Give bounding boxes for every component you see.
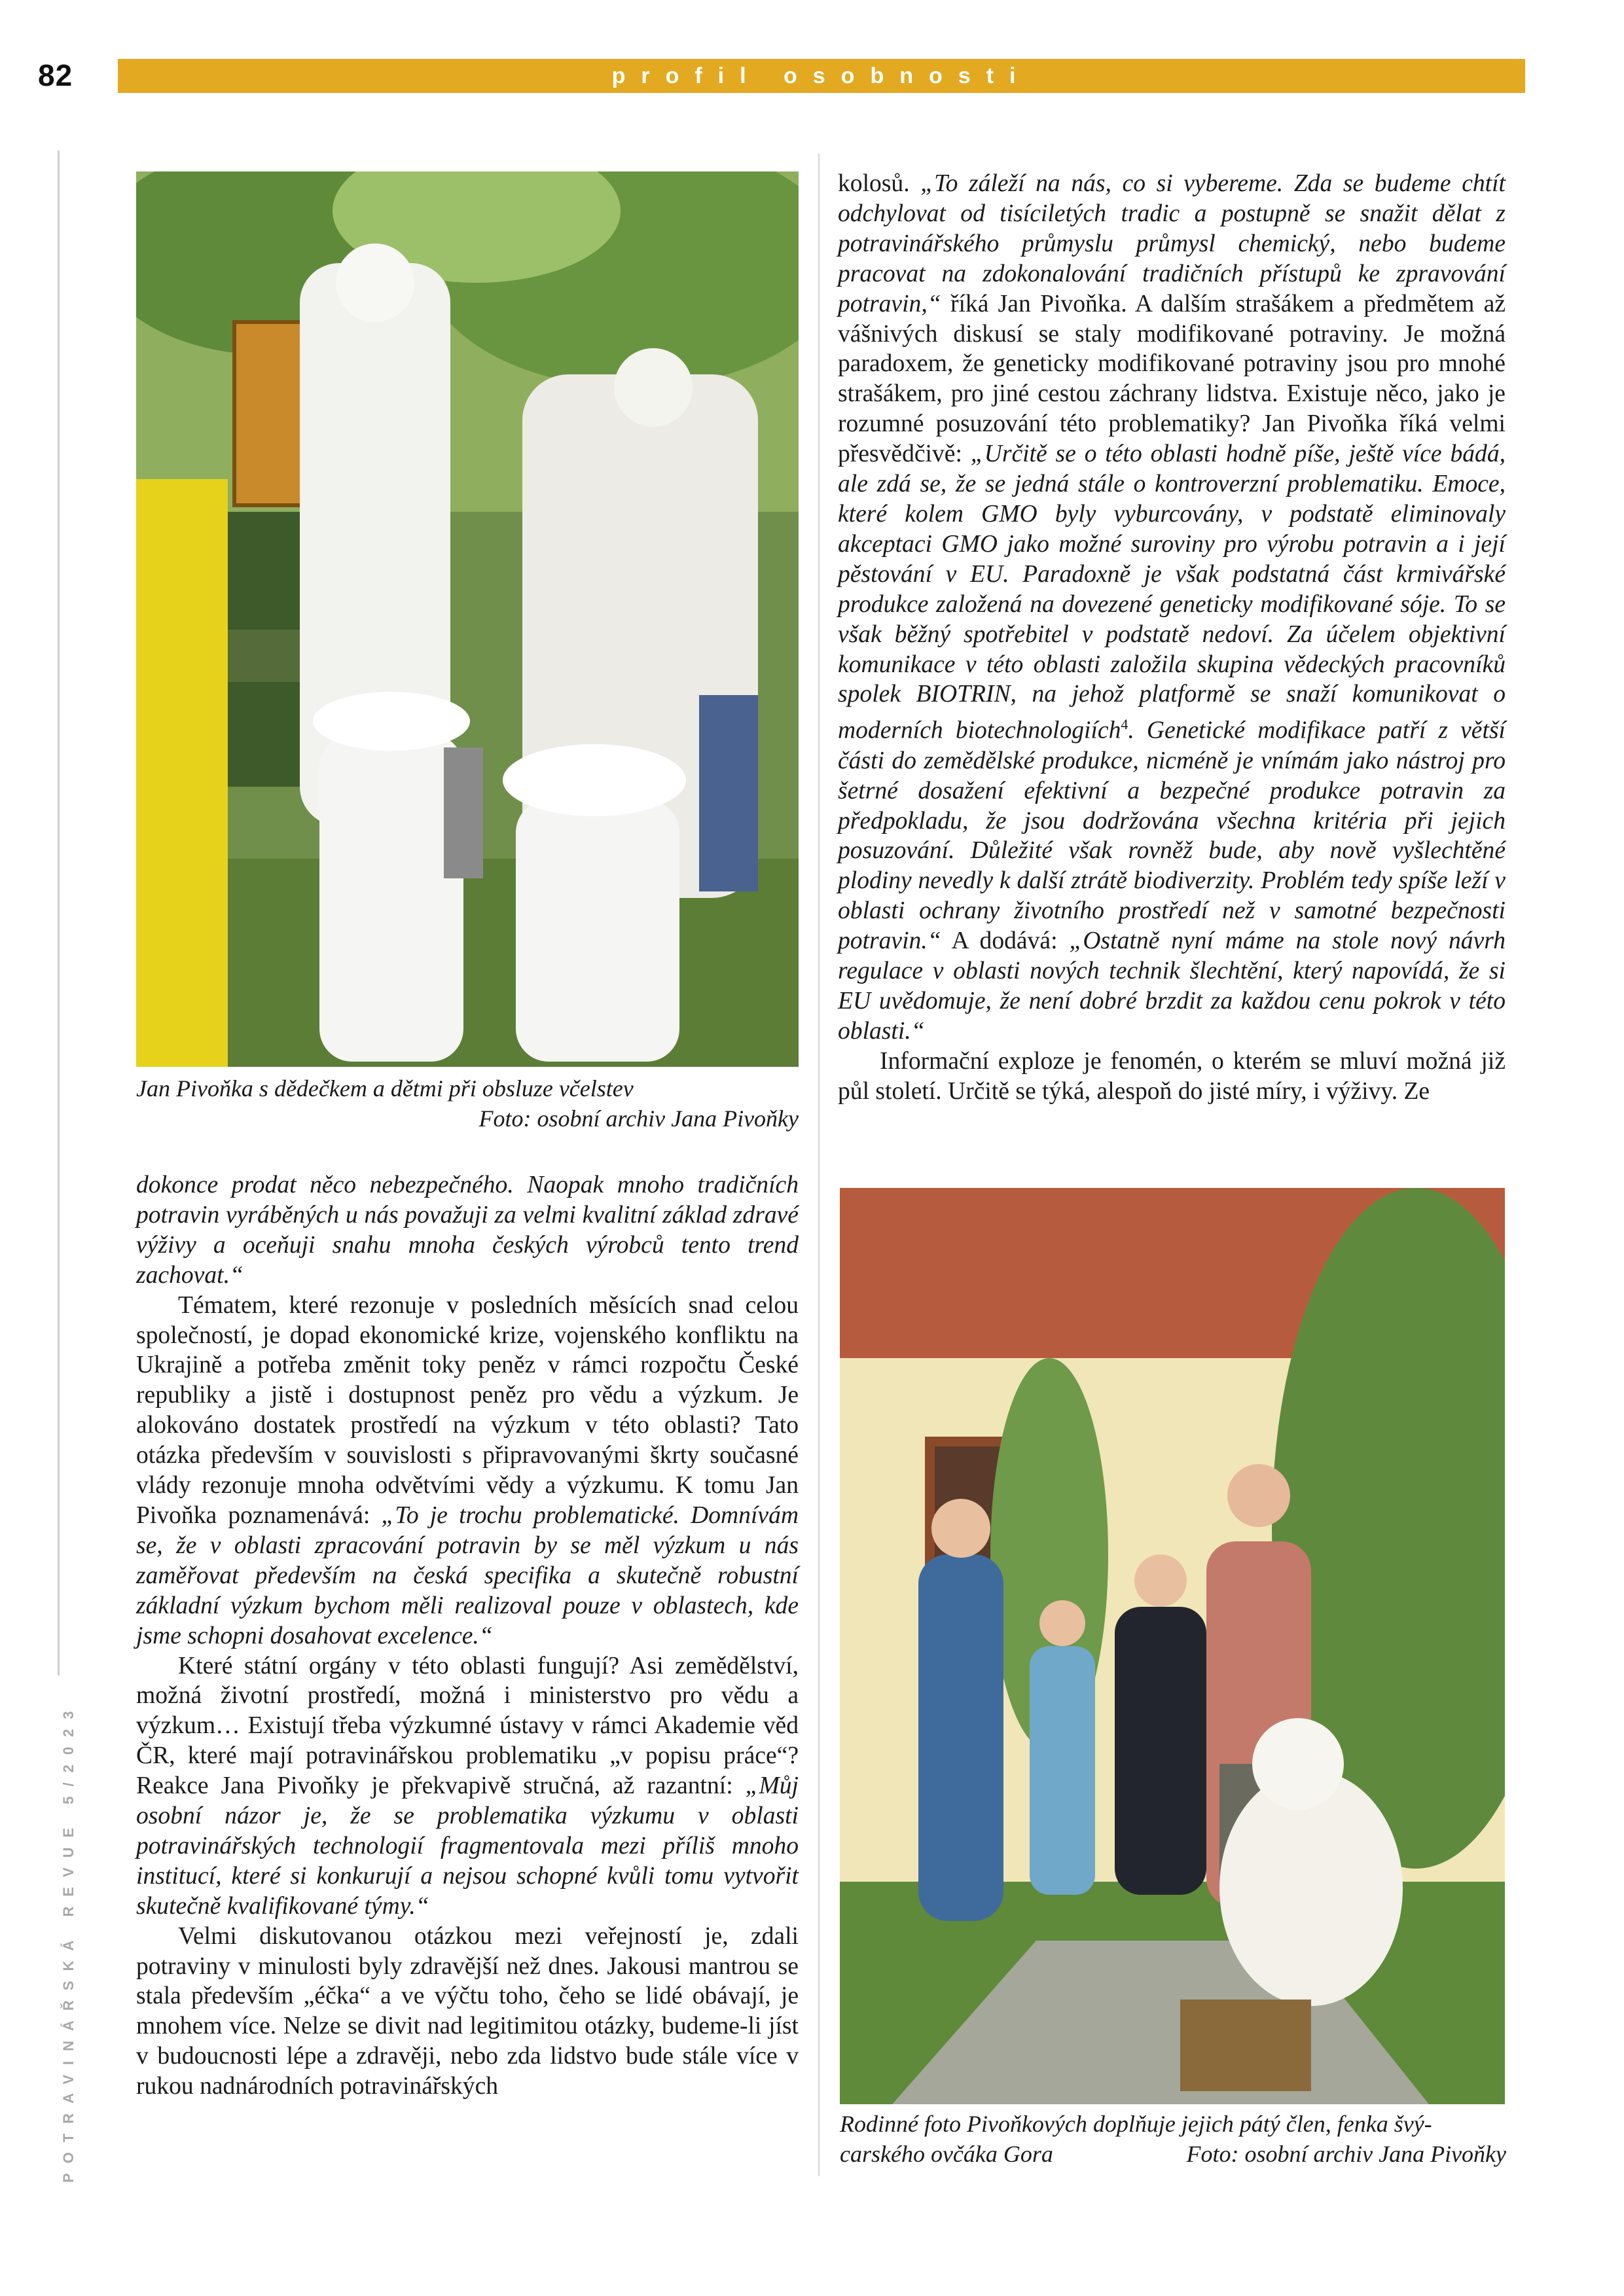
right-p1-b: říká Jan Pivoňka. A dalším strašákem a předmětem až vášnivých diskusí se staly modifikované potraviny. Je možná paradoxem, že geneticky modifikované potraviny jsou pro mnohé strašákem, pro jiné cestou záchrany lidstva. Existuje něco, jako je rozumné posuzování této problematiky? Jan Pivoňka říká velmi přesvědčivě: (838, 290, 1506, 468)
beekeeping-photo (136, 171, 799, 1067)
left-p4: Velmi diskutovanou otázkou mezi veřejností je, zdali potraviny v minulosti byly zdravější než dnes. Jakousi mantrou se stala především „éčka“ a ve výčtu toho, čeho se lidé obávají, je mnohem více. Nelze se divit nad legitimitou otázky, budeme-li jíst v budoucnosti lépe a zdravěji, nebo zda lidstvo bude stále více v rukou nadnárodních potravinářských (136, 1922, 799, 2100)
left-column-text (136, 1170, 799, 2102)
sidebar-journal-label: POTRAVINÁŘSKÁ REVUE 5/2023 (60, 1701, 77, 2183)
right-p1-quote3: . Genetické modifikace patří z větší části do zemědělské produkce, nicméně je vnímám jako nástroj pro šetrné dosažení efektivní a bezpečné produkce potravin za předpokladu, že jsou dodržována všechna kritéria při jejich posuzování. Důležité však rovněž bude, aby nově vyšlechtěné plodiny nevedly k další ztrátě biodiverzity. Problém tedy spíše leží v oblasti ochrany životního prostředí než v samotné bezpečnosti potravin.“ (838, 717, 1506, 955)
right-p1-a: kolosů. (838, 170, 921, 197)
family-caption-line1: Rodinné foto Pivoňkových doplňuje jejich pátý člen, fenka švý- (840, 2111, 1432, 2137)
left-p2-text: Tématem, které rezonuje v posledních měsících snad celou společností, je dopad ekonomické krize, vojenského konfliktu na Ukrajině a potřeba změnit toky peněz v rámci rozpočtu České republiky a jistě i dostupnost peněz pro vědu a výzkum. Je alokováno dostatek prostředí na výzkum v této oblasti? Tato otázka především v souvislosti s připravovanými škrty současné vlády rezonuje mnoha odvětvími vědy a výzkumu. K tomu Jan Pivoňka poznamenává: (136, 1291, 799, 1529)
right-p1-quote1: „To záleží na nás, co si vybereme. Zda se budeme chtít odchylovat od tisíciletých tradic a postupně se snažit dělat z potravinářského průmyslu průmysl chemický, nebo budeme pracovat na zdokonalování tradičních přístupů ke zpravování potravin,“ (838, 170, 1506, 317)
page-number: 82 (38, 58, 73, 92)
left-p3-text: Které státní orgány v této oblasti fungují? Asi zemědělství, možná životní prostředí, možná i ministerstvo pro vědu a výzkum… Existují třeba výzkumné ústavy v rámci Akademie věd ČR, které mají potravinářskou problematiku „v popisu práce“? Reakce Jana Pivoňky je překvapivě stručná, až razantní: (136, 1652, 799, 1800)
family-caption-credit: Foto: osobní archiv Jana Pivoňky (1186, 2141, 1506, 2167)
right-p1-quote4: „Ostatně nyní máme na stole nový návrh regulace v oblasti nových technik šlechtění, který napovídá, že si EU uvědomuje, že není dobré brzdit za každou cenu pokrok v této oblasti.“ (838, 927, 1506, 1045)
section-header-bar (118, 59, 1525, 93)
section-title: profil osobnosti (611, 63, 1032, 88)
left-p3-quote: „Můj osobní názor je, že se problematika výzkumu v oblasti potravinářských technologií fragmentovala mezi příliš mnoho institucí, které si konkurují a nejsou schopné kvůli tomu vytvořit skutečně kvalifikované týmy.“ (136, 1772, 799, 1920)
column-divider (818, 154, 820, 2176)
beekeeping-photo-caption (136, 1073, 799, 1134)
beekeeping-photo-art (136, 171, 799, 1067)
family-photo-art (840, 1188, 1505, 2104)
beekeeping-caption-credit: Foto: osobní archiv Jana Pivoňky (478, 1105, 799, 1132)
left-p1: dokonce prodat něco nebezpečného. Naopak mnoho tradičních potravin vyráběných u nás považuji za velmi kvalitní základ zdravé výživy a oceňuji snahu mnoha českých výrobců tento trend zachovat.“ (136, 1172, 799, 1289)
right-column-text (838, 169, 1506, 1107)
right-p2: Informační exploze je fenomén, o kterém se mluví možná již půl století. Určitě se týká, alespoň do jisté míry, i výživy. Ze (838, 1047, 1506, 1105)
sidebar-rule (58, 151, 60, 1676)
right-p1-c: A dodává: (941, 927, 1070, 955)
footnote-ref: 4 (1121, 716, 1128, 733)
beekeeping-caption-main: Jan Pivoňka s dědečkem a dětmi při obsluze včelstev (136, 1075, 634, 1102)
family-photo (840, 1188, 1505, 2104)
left-p2-quote: „To je trochu problematické. Domnívám se, že v oblasti zpracování potravin by se měl výzkum u nás zaměřovat především na česká specifika a skutečně robustní základní výzkum bychom měli realizoval pouze v oblastech, kde jsme schopni dosahovat excelence.“ (136, 1501, 799, 1649)
family-photo-caption (840, 2109, 1506, 2169)
family-caption-line2: carského ovčáka Gora (840, 2141, 1053, 2167)
right-p1-quote2: „Určitě se o této oblasti hodně píše, ještě více bádá, ale zdá se, že se jedná stále o kontroverzní problematiku. Emoce, které kolem GMO byly vyburcovány, v podstatě eliminovaly akceptaci GMO jako možné suroviny pro výrobu potravin a i její pěstování v EU. Paradoxně je však podstatná část krmivářské produkce založená na dovezené geneticky modifikované sóje. To se však běžný spotřebitel v podstatě nedoví. Za účelem objektivní komunikace v této oblasti založila skupina vědeckých pracovníků spolek BIOTRIN, na jehož platformě se snaží komunikovat o moderních biotechnologiích (838, 440, 1506, 744)
